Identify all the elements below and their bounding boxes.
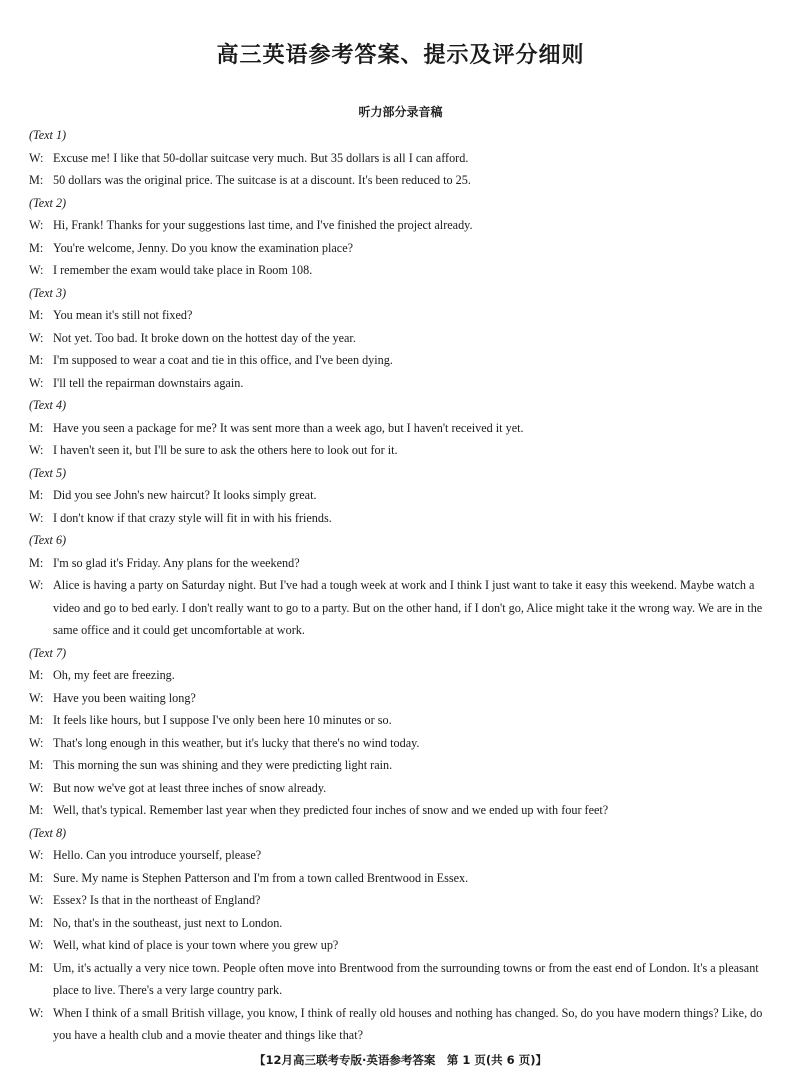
dialogue-line bbox=[29, 799, 777, 822]
speaker-label: W: bbox=[29, 848, 44, 862]
text-label: (Text 4) bbox=[29, 398, 67, 412]
text-section bbox=[29, 124, 777, 192]
dialogue-text: It feels like hours, but I suppose I've only been here 10 minutes or so. bbox=[53, 713, 392, 727]
dialogue-line bbox=[29, 304, 777, 327]
text-label: (Text 8) bbox=[29, 825, 67, 840]
speaker-label: W: bbox=[29, 893, 44, 907]
dialogue-text: When I think of a small British village, you know, I think of really old houses and nothing has changed. So, do you have modern things? Like, do you have a health club and a movie theater and things like that? bbox=[53, 1005, 763, 1042]
dialogue-text: Excuse me! I like that 50-dollar suitcase very much. But 35 dollars is all I can afford. bbox=[53, 150, 469, 165]
speaker-label: W: bbox=[29, 578, 44, 592]
dialogue-line bbox=[29, 912, 777, 935]
text-section bbox=[29, 822, 777, 1047]
speaker-label: W: bbox=[29, 735, 44, 750]
speaker-label: M: bbox=[29, 668, 44, 682]
speaker-label: M: bbox=[29, 758, 44, 772]
speaker-label: M: bbox=[29, 308, 44, 322]
dialogue-text: Hi, Frank! Thanks for your suggestions last time, and I've finished the project already. bbox=[53, 218, 473, 232]
speaker-label: W: bbox=[29, 1005, 44, 1020]
speaker-label: W: bbox=[29, 510, 44, 525]
text-section bbox=[29, 192, 777, 282]
dialogue-line bbox=[29, 687, 777, 710]
text-section bbox=[29, 394, 777, 462]
speaker-label: M: bbox=[29, 420, 44, 435]
dialogue-text: Alice is having a party on Saturday night. But I've had a tough week at work and I think I just want to take it easy this weekend. Maybe watch a video and go to bed early. I don't really want to go to a party. But on the other hand, if I don't go, Alice might take it the wrong way. We are in the same office and it could get uncomfortable at work. bbox=[53, 578, 763, 637]
dialogue-text: Oh, my feet are freezing. bbox=[53, 668, 175, 682]
text-label: (Text 7) bbox=[29, 645, 67, 660]
dialogue-text: That's long enough in this weather, but it's lucky that there's no wind today. bbox=[53, 735, 420, 750]
dialogue-line bbox=[29, 484, 777, 507]
dialogue-line bbox=[29, 732, 777, 755]
dialogue-text: I'm so glad it's Friday. Any plans for the weekend? bbox=[53, 555, 300, 570]
text-section bbox=[29, 462, 777, 530]
dialogue-line bbox=[29, 439, 777, 462]
dialogue-line bbox=[29, 349, 777, 372]
speaker-label: W: bbox=[29, 375, 44, 390]
speaker-label: W: bbox=[29, 330, 44, 345]
dialogue-text: Um, it's actually a very nice town. People often move into Brentwood from the surrounding towns or from the east end of London. It's a pleasant place to live. There's a very large country park. bbox=[53, 960, 759, 997]
dialogue-line bbox=[29, 574, 777, 642]
speaker-label: W: bbox=[29, 263, 44, 277]
dialogue-text: Have you seen a package for me? It was sent more than a week ago, but I haven't received it yet. bbox=[53, 420, 524, 435]
speaker-label: W: bbox=[29, 780, 44, 795]
speaker-label: M: bbox=[29, 713, 44, 727]
dialogue-line bbox=[29, 777, 777, 800]
dialogue-line bbox=[29, 259, 777, 282]
dialogue-line bbox=[29, 237, 777, 260]
dialogue-text: Did you see John's new haircut? It looks simply great. bbox=[53, 488, 317, 502]
dialogue-text: Not yet. Too bad. It broke down on the hottest day of the year. bbox=[53, 330, 356, 345]
dialogue-text: Hello. Can you introduce yourself, please? bbox=[53, 848, 262, 862]
dialogue-line bbox=[29, 664, 777, 687]
dialogue-text: This morning the sun was shining and they were predicting light rain. bbox=[53, 758, 393, 772]
dialogue-line bbox=[29, 327, 777, 350]
speaker-label: W: bbox=[29, 690, 44, 705]
text-label: (Text 3) bbox=[29, 285, 67, 300]
dialogue-line bbox=[29, 1002, 777, 1047]
speaker-label: M: bbox=[29, 488, 44, 502]
speaker-label: M: bbox=[29, 803, 44, 817]
dialogue-text: Essex? Is that in the northeast of England? bbox=[53, 893, 261, 907]
speaker-label: W: bbox=[29, 218, 44, 232]
speaker-label: W: bbox=[29, 150, 44, 165]
dialogue-line bbox=[29, 867, 777, 890]
speaker-label: M: bbox=[29, 240, 44, 255]
dialogue-text: Well, what kind of place is your town where you grew up? bbox=[53, 938, 339, 952]
speaker-label: W: bbox=[29, 443, 44, 457]
speaker-label: M: bbox=[29, 915, 44, 930]
dialogue-text: I remember the exam would take place in Room 108. bbox=[53, 263, 313, 277]
dialogue-line bbox=[29, 709, 777, 732]
dialogue-line bbox=[29, 957, 777, 1002]
dialogue-line bbox=[29, 507, 777, 530]
dialogue-text: You're welcome, Jenny. Do you know the examination place? bbox=[53, 240, 354, 255]
dialogue-text: I haven't seen it, but I'll be sure to ask the others here to look out for it. bbox=[53, 443, 398, 457]
dialogue-text: You mean it's still not fixed? bbox=[53, 308, 193, 322]
dialogue-line bbox=[29, 934, 777, 957]
text-label: (Text 1) bbox=[29, 128, 67, 142]
dialogue-line bbox=[29, 844, 777, 867]
text-section bbox=[29, 642, 777, 822]
text-section bbox=[29, 529, 777, 642]
page-title: 高三英语参考答案、提示及评分细则 bbox=[216, 43, 585, 68]
dialogue-line bbox=[29, 372, 777, 395]
speaker-label: M: bbox=[29, 960, 44, 975]
dialogue-text: I'll tell the repairman downstairs again. bbox=[53, 375, 244, 390]
dialogue-text: Sure. My name is Stephen Patterson and I'm from a town called Brentwood in Essex. bbox=[53, 870, 469, 885]
text-section bbox=[29, 282, 777, 395]
text-label: (Text 2) bbox=[29, 195, 67, 210]
dialogue-text: I don't know if that crazy style will fit in with his friends. bbox=[53, 510, 332, 525]
page-footer: 【12月高三联考专版·英语参考答案 第 1 页(共 6 页)】 bbox=[254, 1053, 547, 1067]
section-subtitle: 听力部分录音稿 bbox=[358, 105, 443, 119]
dialogue-text: No, that's in the southeast, just next to London. bbox=[53, 915, 283, 930]
dialogue-line bbox=[29, 214, 777, 237]
dialogue-line bbox=[29, 417, 777, 440]
dialogue-text: Have you been waiting long? bbox=[53, 690, 196, 705]
text-label: (Text 6) bbox=[29, 533, 67, 547]
text-label: (Text 5) bbox=[29, 465, 67, 480]
speaker-label: M: bbox=[29, 555, 44, 570]
dialogue-line bbox=[29, 754, 777, 777]
dialogue-line bbox=[29, 889, 777, 912]
speaker-label: M: bbox=[29, 173, 44, 187]
dialogue-text: 50 dollars was the original price. The suitcase is at a discount. It's been reduced to 25. bbox=[53, 173, 471, 187]
dialogue-line bbox=[29, 147, 777, 170]
dialogue-text: But now we've got at least three inches of snow already. bbox=[53, 780, 327, 795]
speaker-label: M: bbox=[29, 870, 44, 885]
dialogue-text: Well, that's typical. Remember last year when they predicted four inches of snow and we ended up with four feet? bbox=[53, 803, 609, 817]
dialogue-text: I'm supposed to wear a coat and tie in this office, and I've been dying. bbox=[53, 353, 393, 367]
speaker-label: W: bbox=[29, 938, 44, 952]
dialogue-line bbox=[29, 552, 777, 575]
transcript bbox=[29, 124, 777, 1047]
dialogue-line bbox=[29, 169, 777, 192]
speaker-label: M: bbox=[29, 353, 44, 367]
